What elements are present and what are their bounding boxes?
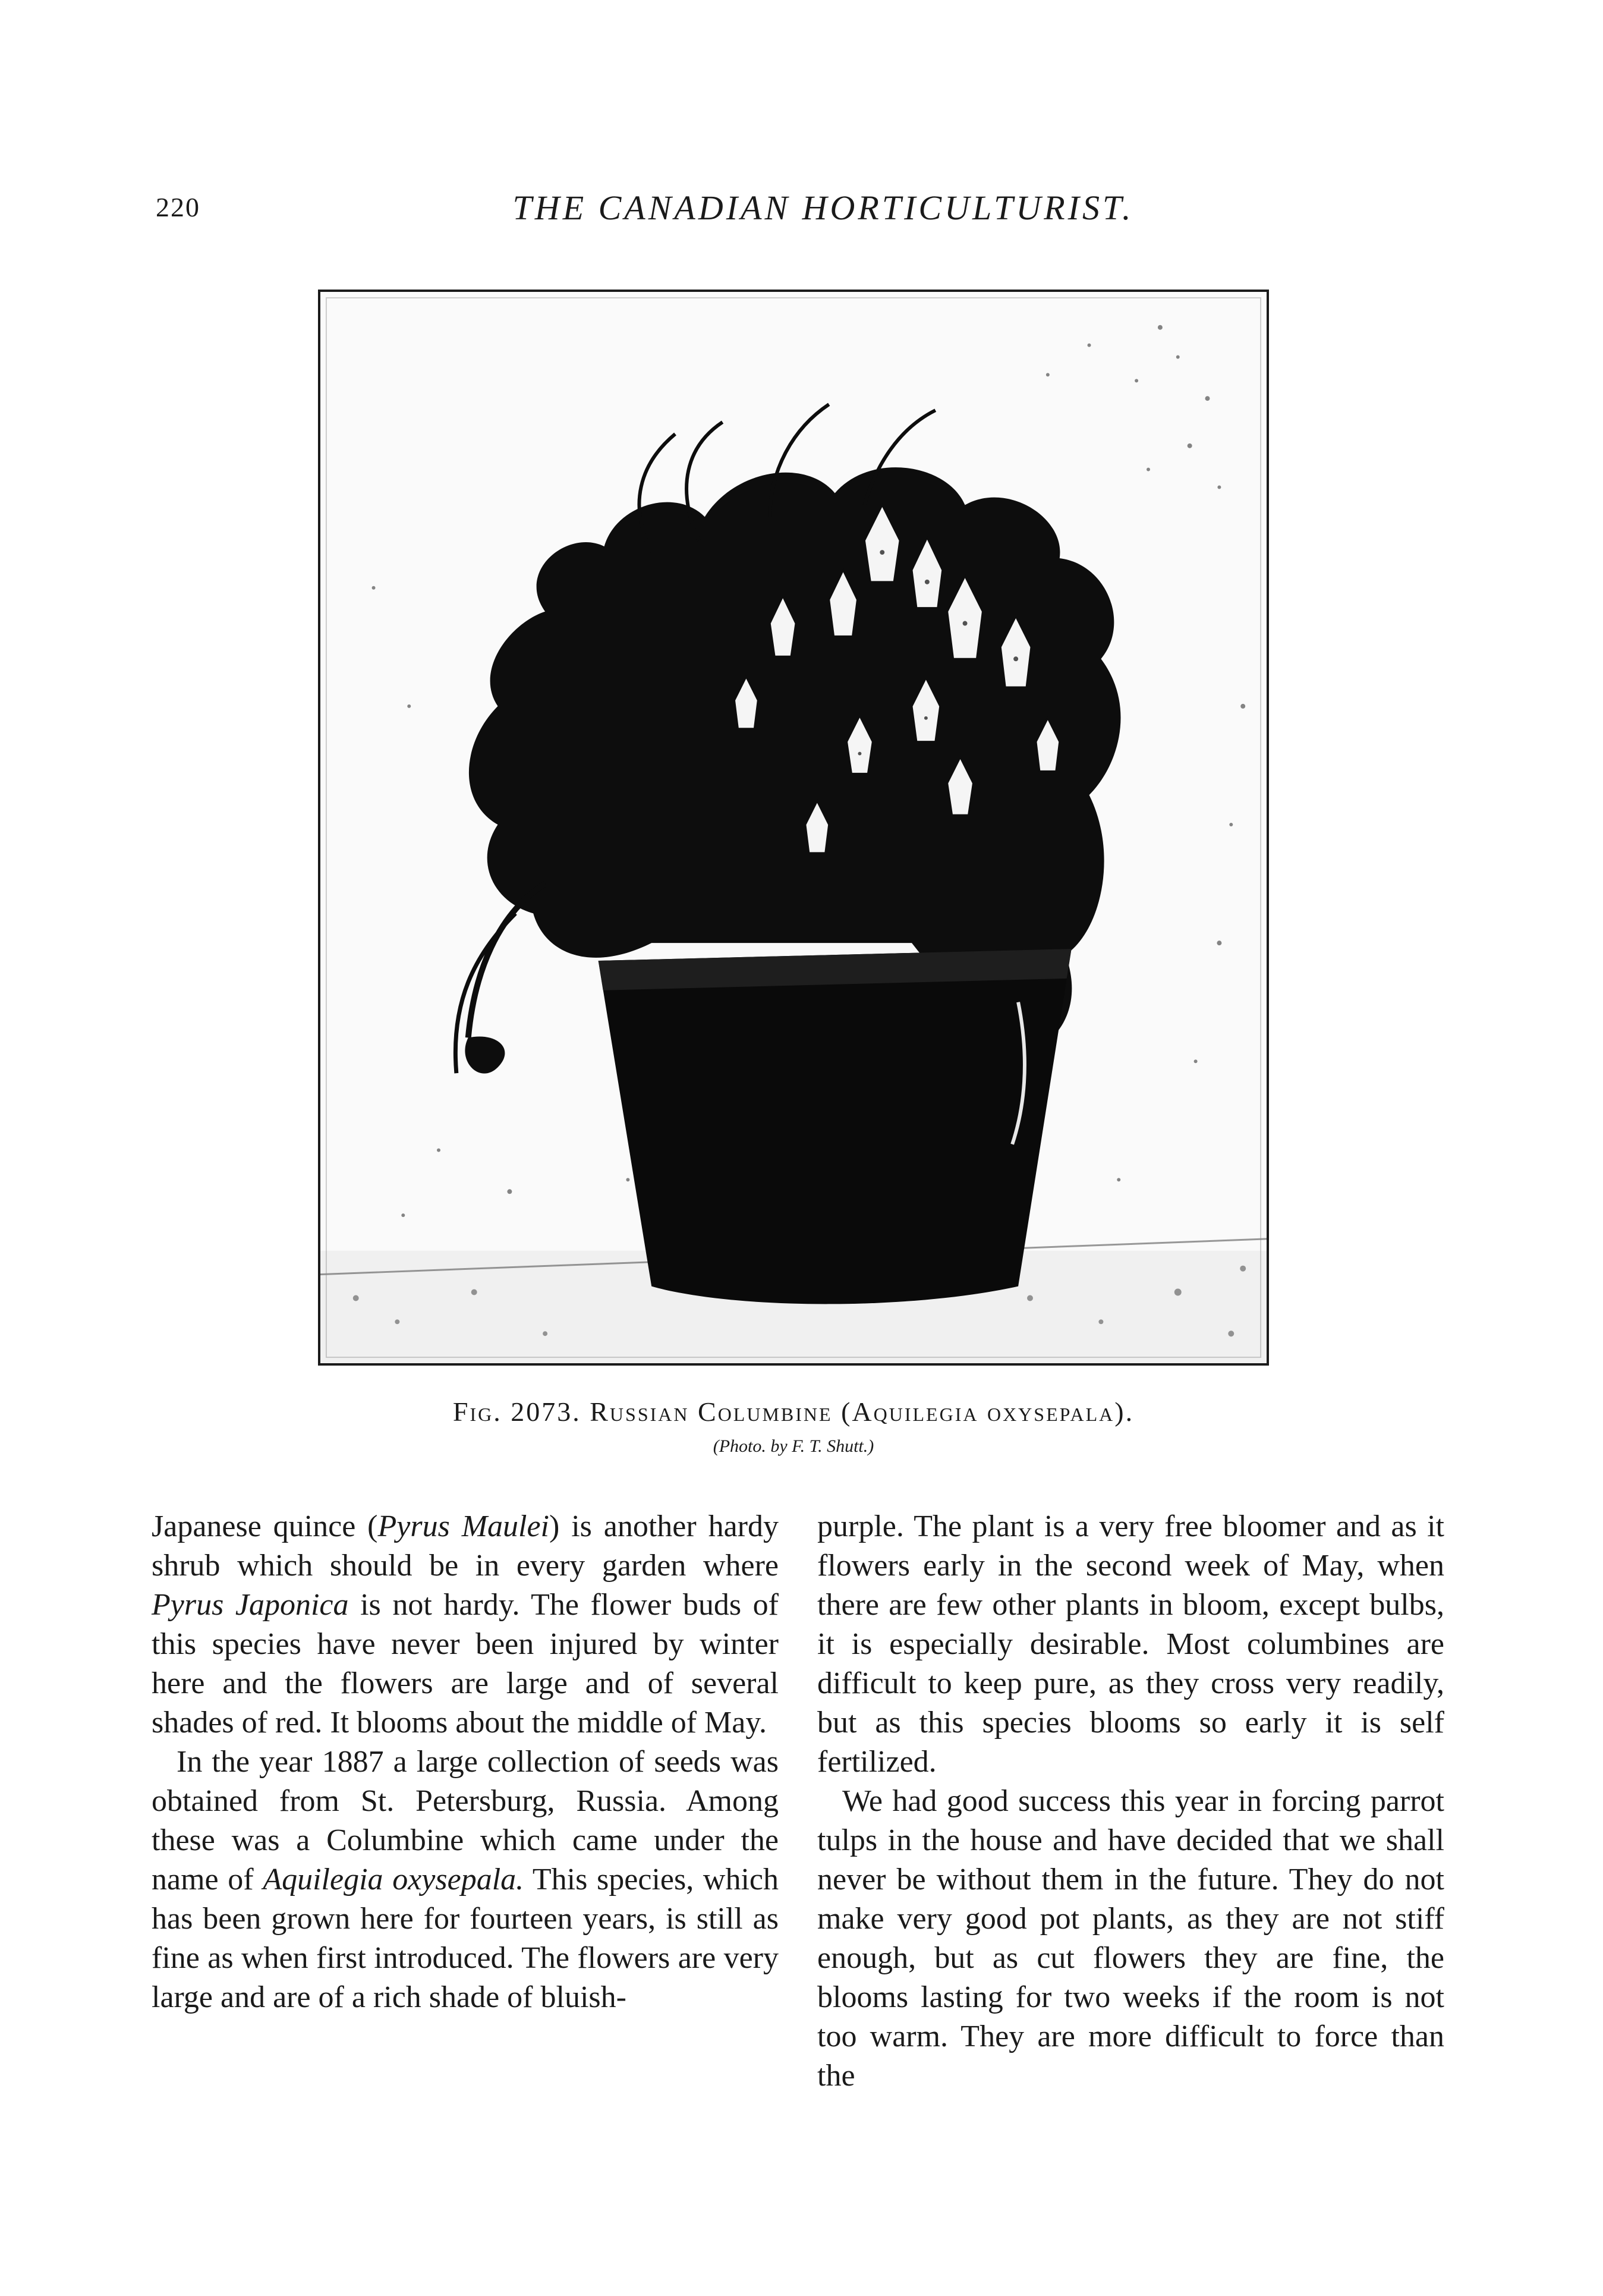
paragraph-columbine-seeds: In the year 1887 a large collection of seeds was obtained from St. Petersburg, Russia. Among these was a Columbine which came under the name of Aquilegia oxysepala. This species, which has been grown here for fourteen years, is still as fine as when first introduced. The flowers are very large and are of a rich shade of bluish- <box>152 1745 779 2014</box>
running-title: THE CANADIAN HORTICULTURIST. <box>512 188 1134 227</box>
figure-photo <box>318 290 1269 1366</box>
photo-credit: (Photo. by F. T. Shutt.) <box>713 1436 874 1456</box>
paragraph-parrot-tulips: We had good success this year in forcing parrot tulps in the house and have decided that we shall never be without them in the future. They do not make very good pot plants, as they are not stiff enough, but as cut flowers they are fine, the blooms lasting for two weeks if the room is not too warm. They are more difficult to force than the <box>817 1784 1444 2093</box>
paragraph-japanese-quince: Japanese quince (Pyrus Maulei) is another hardy shrub which should be in every garden where Pyrus Japonica is not hardy. The flower buds of this species have never been injured by winter here and the flowers are large and of several shades of red. It blooms about the middle of May. <box>152 1509 779 1740</box>
flower-pot <box>599 949 1072 1304</box>
paragraph-columbine-bloomer: purple. The plant is a very free bloomer and as it flowers early in the second week of May, when there are few other plants in bloom, except bulbs, it is especially desirable. Most columbines are difficult to keep pure, as they cross very readily, but as this species blooms so early it is self fertilized. <box>817 1509 1444 1779</box>
columbine-pot-illustration <box>320 292 1267 1363</box>
figure-caption: Fig. 2073. Russian Columbine (Aquilegia oxysepala). <box>452 1397 1135 1427</box>
left-column <box>152 1507 779 2017</box>
page-number: 220 <box>156 192 200 222</box>
right-column <box>817 1507 1444 2096</box>
